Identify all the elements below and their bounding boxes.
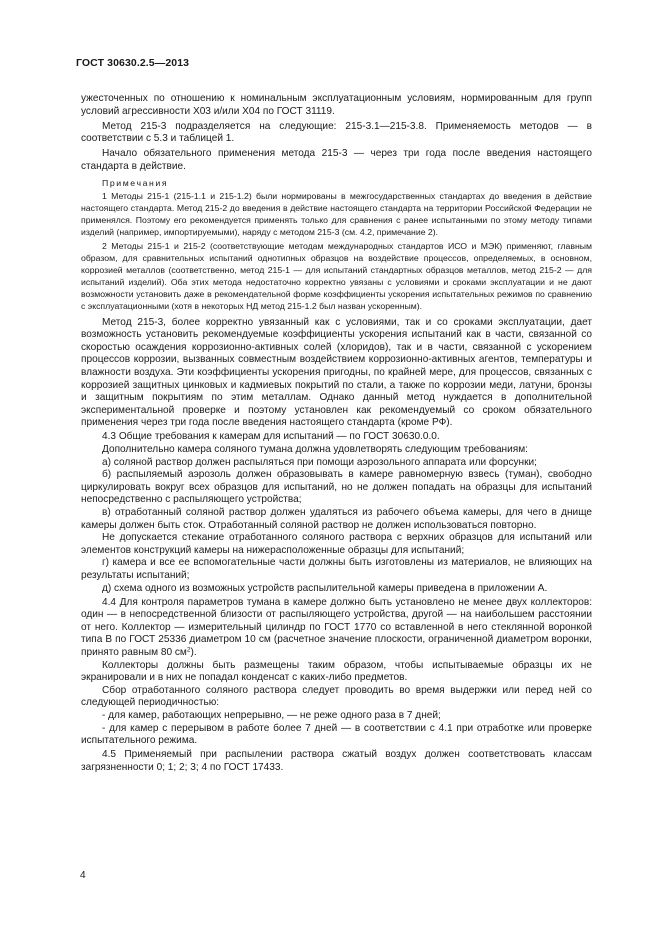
paragraph-method-215-3: Метод 215-3, более корректно увязанный как с условиями, так и со сроками эксплуатации, дает возможность установить рекомендуемые коэффициенты ускорения испытаний как в части, связанной со скоростью осаждения коррозионно-активных солей (хлоридов), так и в части, связанной с ускорением процессов коррозии, вызванных совместным воздействием коррозионно-активных агентов, температуры и влажности воздуха. Эти коэффициенты ускорения пригодны, по крайней мере, для процессов, связанных с коррозией защитных цинковых и кадмиевых покрытий по стали, а также по коррозии меди, латуни, бронзы и защитным покрытиям по этим металлам. Однако данный метод нуждается в дополнительной экспериментальной проверке и поэтому установлен как рекомендуемый со сроком обязательного применения через три года после введения настоящего стандарта (кроме РФ). [81, 316, 592, 429]
section-4-4-text: 4.4 Для контроля параметров тумана в камере должно быть установлено не менее двух коллекторов: один — в непосредственной близости от распыляющего устройства, другой — на наибольшем расстоянии от него. Коллектор — измерительный цилиндр по ГОСТ 1770 со вставленной в него стеклянной воронкой типа В по ГОСТ 25336 диаметром 10 см (расчетное значение плоскости, ограниченной диаметром воронки, принято равным 80 см [81, 596, 592, 658]
note-1: 1 Методы 215-1 (215-1.1 и 215-1.2) были нормированы в межгосударственных стандартах до введения в действие настоящего стандарта. Метод 215-2 до введения в действие настоящего стандарта на территории Российской Федерации не применялся. Поэтому его рекомендуется применять только для сравнения с ранее испытанными по этому методу типами изделий (например, импортируемыми), наряду с методом 215-3 (см. 4.2, примечание 2). [81, 190, 592, 237]
paragraph-continuation: ужесточенных по отношению к номинальным эксплуатационным условиям, нормированным для групп условий агрессивности Х03 и/или Х04 по ГОСТ 31119. [81, 93, 592, 117]
requirement-d: д) схема одного из возможных устройств распылительной камеры приведена в приложении А. [102, 582, 548, 594]
paragraph-collection-periodicity: Сбор отработанного соляного раствора следует проводить во время выдержки или перед ней со следующей периодичностью: [81, 684, 592, 709]
requirement-g: г) камера и все ее вспомогательные части должны быть изготовлены из материалов, не влияющих на результаты испытаний; [81, 557, 592, 581]
section-4-3-intro: Дополнительно камера соляного тумана должна удовлетворять следующим требованиям: [102, 443, 528, 455]
paragraph-mandatory-application: Начало обязательного применения метода 215-3 — через три года после введения настоящего стандарта в действие. [81, 148, 592, 172]
document-header: ГОСТ 30630.2.5—2013 [76, 57, 190, 69]
section-4-4-collectors [81, 597, 592, 660]
note-2: 2 Методы 215-1 и 215-2 (соответствующие методам международных стандартов ИСО и МЭК) применяют, главным образом, для сравнительных испытаний однотипных образцов на воздействие процессов, определяемых, в основном, коррозией металлов (соответственно, метод 215-1 — для испытаний стандартных образцов металлов, метод 215-2 — для испытаний изделий). Оба этих метода недостаточно корректно увязаны с условиями и сроками эксплуатации и не дают возможности установить даже в рекомендательной форме коэффициенты ускорения испытательных режимов по сравнению с эксплуатационными (хотя в некоторых НД метод 215-1.2 был назван ускоренным). [81, 241, 592, 311]
requirement-v: в) отработанный соляной раствор должен удаляться из рабочего объема камеры, для чего в днище камеры должен быть сток. Отработанный соляной раствор не должен использоваться повторно. [81, 506, 592, 531]
section-4-4-text-end: ). [190, 646, 197, 658]
superscript-2: 2 [186, 646, 191, 654]
section-4-3-heading: 4.3 Общие требования к камерам для испытаний — по ГОСТ 30630.0.0. [102, 431, 440, 443]
page-number: 4 [80, 870, 86, 881]
list-item-continuous: - для камер, работающих непрерывно, — не реже одного раза в 7 дней; [102, 709, 441, 721]
list-item-interrupted: - для камер с перерывом в работе более 7 дней — в соответствии с 4.1 при отработке или проверке испытательного режима. [81, 722, 592, 747]
section-4-5: 4.5 Применяемый при распылении раствора сжатый воздух должен соответствовать классам загрязненности 0; 1; 2; 3; 4 по ГОСТ 17433. [81, 749, 592, 773]
paragraph-method-subdivision: Метод 215-3 подразделяется на следующие: 215-3.1—215-3.8. Применяемость методов — в соответствии с 5.3 и таблицей 1. [81, 120, 592, 145]
requirement-a: а) соляной раствор должен распыляться при помощи аэрозольного аппарата или форсунки; [102, 456, 537, 468]
page-content [81, 93, 592, 774]
requirement-b: б) распыляемый аэрозоль должен образовывать в камере равномерную взвесь (туман), свободно циркулировать вокруг всех образцов для испытаний, но не должен попадать на образцы для испытаний непосредственно с распыляющего устройства; [81, 469, 592, 506]
notes-heading: Примечания [102, 177, 169, 188]
paragraph-collectors-placement: Коллекторы должны быть размещены таким образом, чтобы испытываемые образцы их не экранировали и в них не попадал конденсат с каких-либо предметов. [81, 659, 592, 684]
paragraph-not-allowed: Не допускается стекание отработанного соляного раствора с верхних образцов для испытаний или элементов конструкций камеры на нижерасположенные образцы для испытаний; [81, 532, 592, 556]
